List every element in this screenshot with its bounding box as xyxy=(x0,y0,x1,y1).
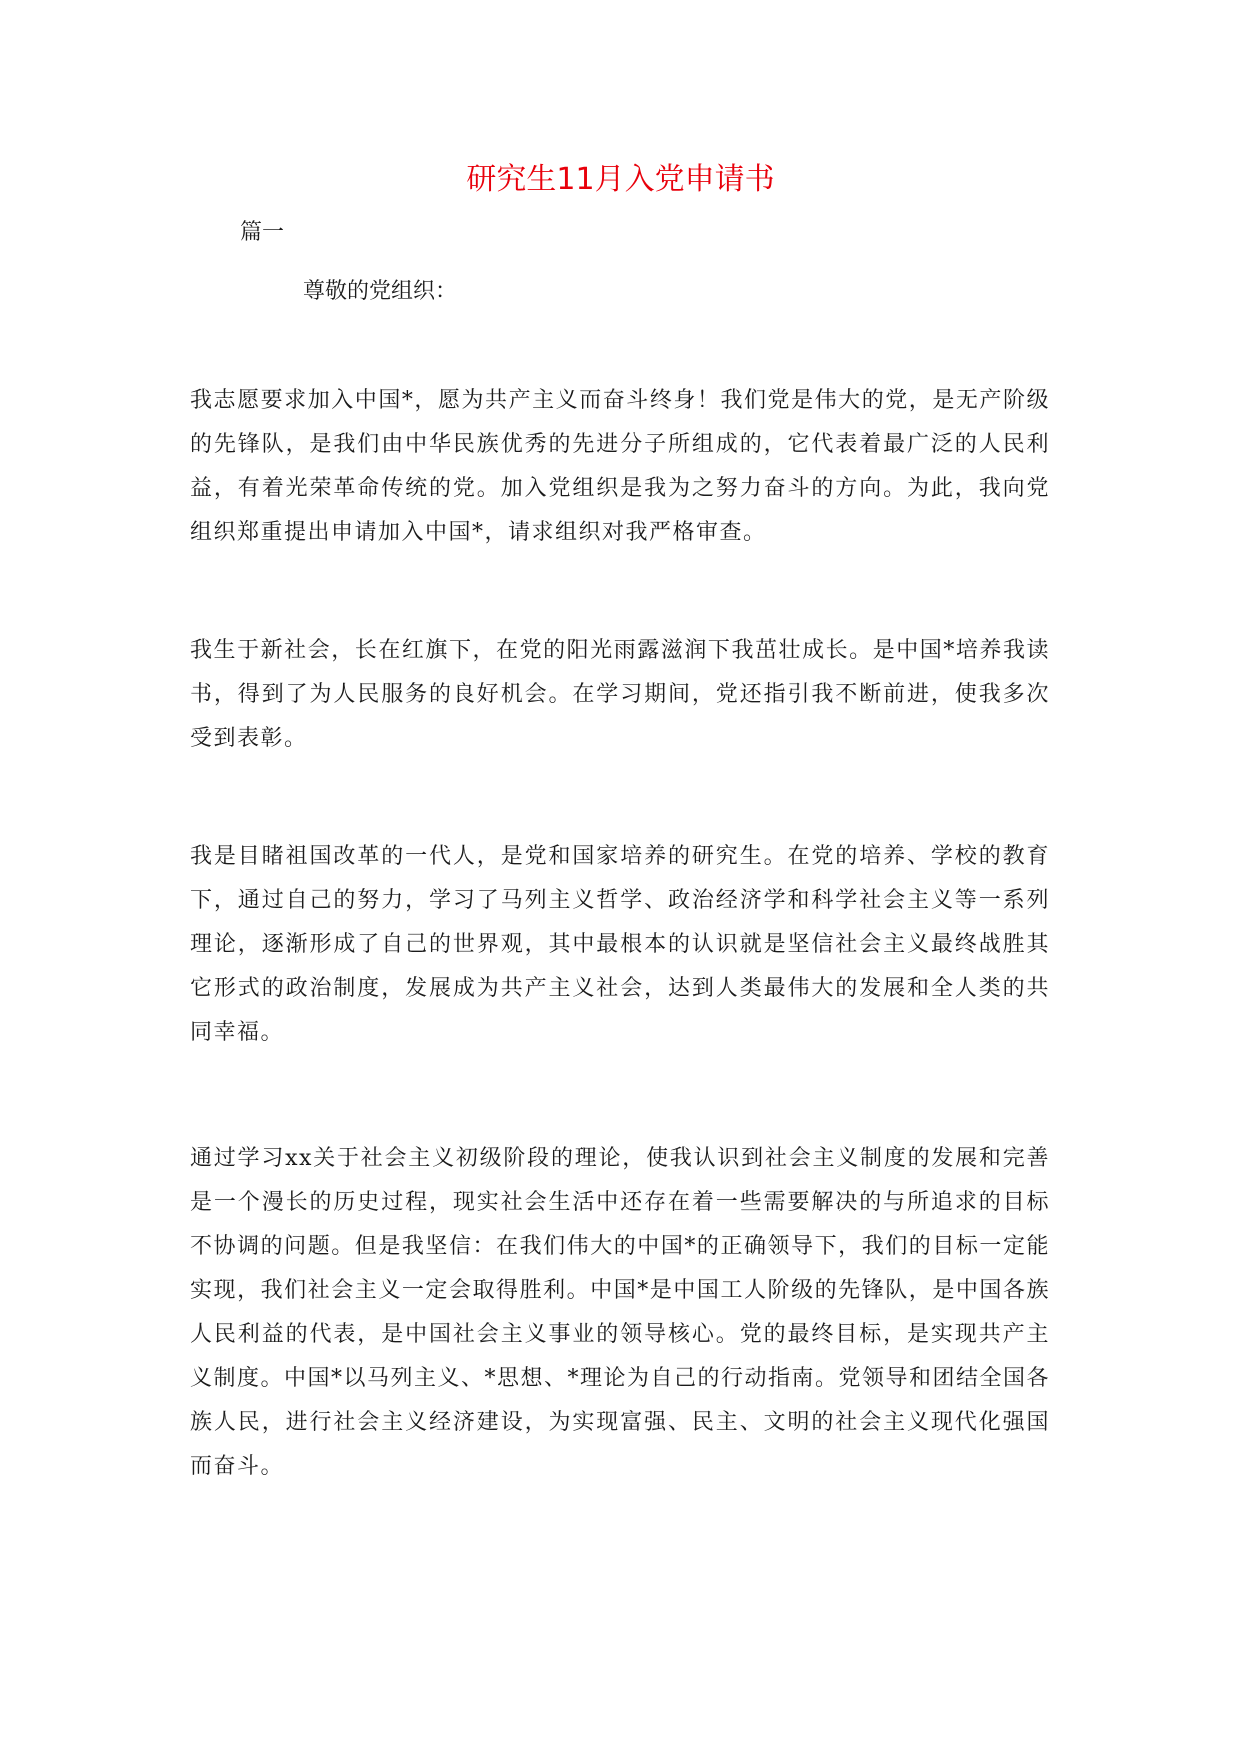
paragraph-text: 我生于新社会，长在红旗下，在党的阳光雨露滋润下我茁壮成长。是中国*培养我读书，得到了为人民服务的良好机会。在学习期间，党还指引我不断前进，使我多次受到表彰。 xyxy=(190,638,1050,751)
document-title: 研究生11月入党申请书 xyxy=(466,162,775,197)
paragraph-2 xyxy=(190,629,1050,761)
section-label: 篇一 xyxy=(240,220,285,245)
paragraph-text: 我志愿要求加入中国*，愿为共产主义而奋斗终身！我们党是伟大的党，是无产阶级的先锋队，是我们由中华民族优秀的先进分子所组成的，它代表着最广泛的人民利益，有着光荣革命传统的党。加入党组织是我为之努力奋斗的方向。为此，我向党组织郑重提出申请加入中国*，请求组织对我严格审查。 xyxy=(190,388,1050,545)
paragraph-text: 通过学习xx关于社会主义初级阶段的理论，使我认识到社会主义制度的发展和完善是一个漫长的历史过程，现实社会生活中还存在着一些需要解决的与所追求的目标不协调的问题。但是我坚信：在我们伟大的中国*的正确领导下，我们的目标一定能实现，我们社会主义一定会取得胜利。中国*是中国工人阶级的先锋队，是中国各族人民利益的代表，是中国社会主义事业的领导核心。党的最终目标，是实现共产主义制度。中国*以马列主义、*思想、*理论为自己的行动指南。党领导和团结全国各族人民，进行社会主义经济建设，为实现富强、民主、文明的社会主义现代化强国而奋斗。 xyxy=(190,1146,1051,1479)
paragraph-1 xyxy=(190,379,1050,555)
salutation: 尊敬的党组织： xyxy=(303,279,458,304)
paragraph-3 xyxy=(190,835,1050,1055)
paragraph-text: 我是目睹祖国改革的一代人，是党和国家培养的研究生。在党的培养、学校的教育下，通过自己的努力，学习了马列主义哲学、政治经济学和科学社会主义等一系列理论，逐渐形成了自己的世界观，其中最根本的认识就是坚信社会主义最终战胜其它形式的政治制度，发展成为共产主义社会，达到人类最伟大的发展和全人类的共同幸福。 xyxy=(190,844,1050,1045)
paragraph-4 xyxy=(190,1137,1050,1489)
